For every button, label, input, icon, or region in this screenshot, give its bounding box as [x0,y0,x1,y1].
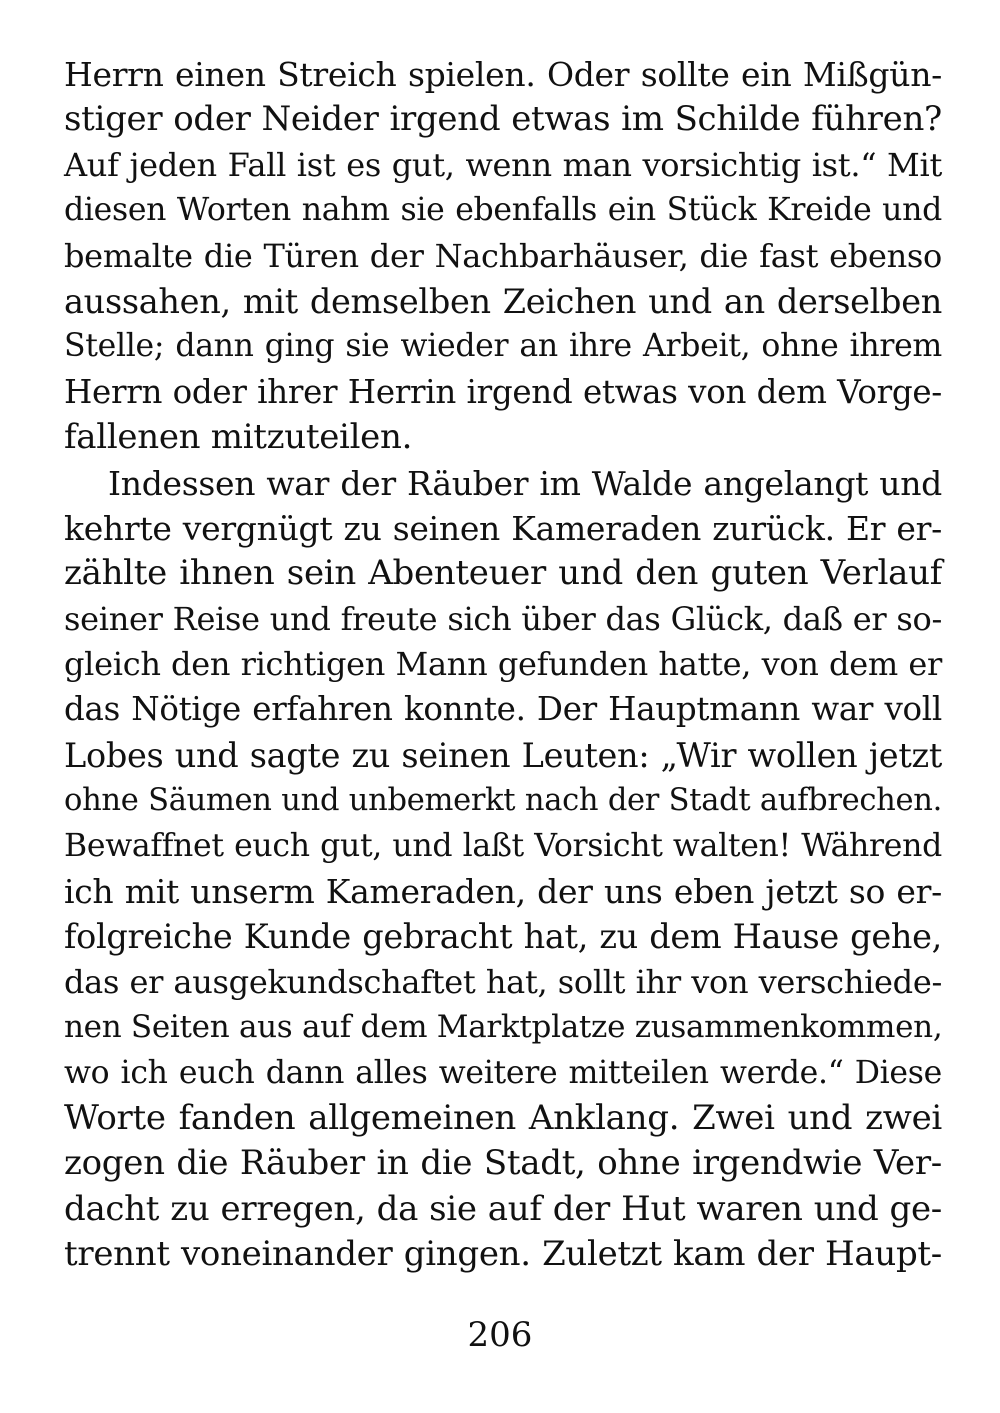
text-line: zählte ihnen sein Abenteuer und den guten Verlauf [64,553,942,594]
text-line: stiger oder Neider irgend etwas im Schilde führen? [64,99,942,140]
text-line: ohne Säumen und unbemerkt nach der Stadt aufbrechen. [64,783,942,819]
text-line: nen Seiten aus auf dem Marktplatze zusammenkommen, [64,1009,943,1046]
paragraph-2 [64,461,942,1278]
text-line: zogen die Räuber in die Stadt, ohne irgendwie Ver- [64,1143,942,1184]
text-line: Indessen war der Räuber im Walde angelangt und [108,463,942,503]
page-body [64,52,942,1278]
page-number: 206 [467,1315,533,1355]
text-line: Lobes und sagte zu seinen Leuten: „Wir wollen jetzt [64,735,942,775]
text-line: folgreiche Kunde gebracht hat, zu dem Hause gehe, [64,917,942,957]
text-line: Herrn oder ihrer Herrin irgend etwas von dem Vorge- [64,372,942,411]
text-line: bemalte die Türen der Nachbarhäuser, die fast ebenso [64,236,942,275]
text-line: Bewaffnet euch gut, und laßt Vorsicht walten! Während [64,827,942,864]
text-line: das er ausgekundschaftet hat, sollt ihr von verschiede- [64,962,942,1001]
text-line: dacht zu erregen, da sie auf der Hut waren und ge- [64,1188,942,1229]
text-line: Herrn einen Streich spielen. Oder sollte ein Mißgün- [64,55,942,94]
text-line: diesen Worten nahm sie ebenfalls ein Stück Kreide und [64,192,942,229]
text-line: ich mit unserm Kameraden, der uns eben jetzt so er- [64,872,942,912]
text-line: fallenen mitzuteilen. [64,417,413,458]
text-line: wo ich euch dann alles weitere mitteilen werde.“ Diese [64,1054,942,1091]
text-line: seiner Reise und freute sich über das Glück, daß er so- [64,599,942,638]
text-line: trennt voneinander gingen. Zuletzt kam der Haupt- [64,1234,942,1275]
text-line: gleich den richtigen Mann gefunden hatte, von dem er [64,645,942,684]
paragraph-1 [64,52,942,461]
text-line: kehrte vergnügt zu seinen Kameraden zurück. Er er- [64,508,942,548]
text-line: Worte fanden allgemeinen Anklang. Zwei und zwei [64,1097,942,1138]
text-line: Stelle; dann ging sie wieder an ihre Arbeit, ohne ihrem [64,328,942,365]
text-line: aussahen, mit demselben Zeichen und an derselben [64,281,942,321]
text-line: das Nötige erfahren konnte. Der Hauptmann war voll [64,690,942,729]
text-line: Auf jeden Fall ist es gut, wenn man vorsichtig ist.“ Mit [64,145,942,184]
